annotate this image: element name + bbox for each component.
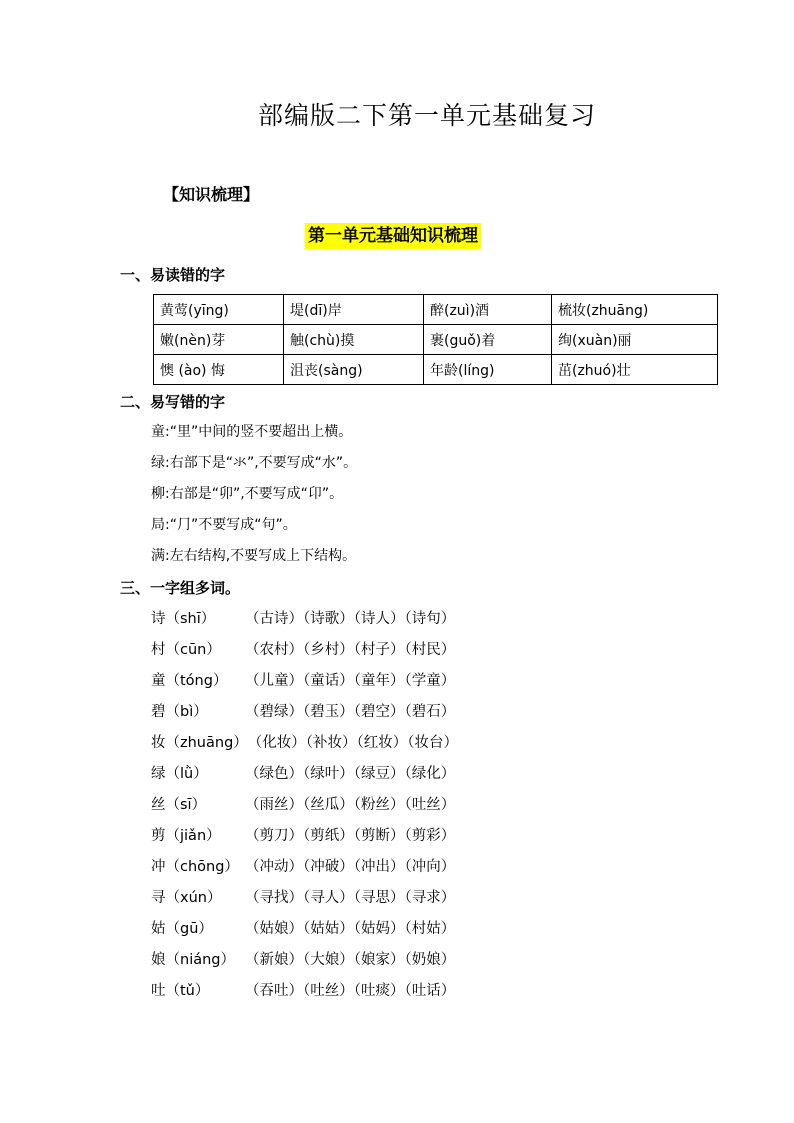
table-row bbox=[154, 325, 718, 355]
character-pinyin: 剪（jiǎn） bbox=[151, 828, 221, 844]
list-item bbox=[151, 763, 458, 794]
easy-misread-table bbox=[153, 294, 718, 385]
word-group: （绿色）（绿叶）（绿豆）（绿化） bbox=[245, 766, 456, 782]
list-item bbox=[151, 794, 458, 825]
character-pinyin: 丝（sī） bbox=[151, 797, 207, 813]
word-group: （吞吐）（吐丝）（吐痰）（吐话） bbox=[245, 983, 456, 999]
table-row bbox=[154, 355, 718, 385]
list-item bbox=[151, 701, 458, 732]
table-cell: 懊 (ào) 悔 bbox=[154, 355, 284, 385]
word-group: （化妆）（补妆）（红妆）（妆台） bbox=[247, 735, 459, 751]
character-pinyin: 冲（chōng） bbox=[151, 859, 239, 875]
word-group: （农村）（乡村）（村子）（村民） bbox=[245, 642, 456, 658]
list-item bbox=[151, 856, 458, 887]
list-item: 柳:右部是“卯”,不要写成“卬”。 bbox=[151, 486, 344, 502]
part3-heading: 三、一字组多词。 bbox=[120, 579, 241, 597]
word-group-list bbox=[151, 608, 458, 1011]
character-pinyin: 村（cūn） bbox=[151, 642, 221, 658]
table-cell: 黄莺(yīng) bbox=[154, 295, 284, 325]
character-pinyin: 姑（gū） bbox=[151, 921, 213, 937]
table-cell: 醉(zuì)酒 bbox=[424, 295, 552, 325]
list-item bbox=[151, 949, 458, 980]
part2-heading: 二、易写错的字 bbox=[120, 393, 226, 411]
list-item bbox=[151, 825, 458, 856]
word-group: （雨丝）（丝瓜）（粉丝）（吐丝） bbox=[245, 797, 456, 813]
list-item bbox=[151, 980, 458, 1011]
character-pinyin: 妆（zhuāng） bbox=[151, 735, 248, 751]
table-row bbox=[154, 295, 718, 325]
word-group: （碧绿）（碧玉）（碧空）（碧石） bbox=[245, 704, 456, 720]
list-item bbox=[151, 670, 458, 701]
page-title: 部编版二下第一单元基础复习 bbox=[257, 101, 596, 130]
word-group: （古诗）（诗歌）（诗人）（诗句） bbox=[245, 611, 456, 627]
character-pinyin: 诗（shī） bbox=[151, 611, 216, 627]
character-pinyin: 绿（lǜ） bbox=[151, 766, 208, 782]
table-cell: 梳妆(zhuāng) bbox=[552, 295, 718, 325]
table-cell: 触(chù)摸 bbox=[284, 325, 424, 355]
list-item: 局:“⺆”不要写成“句”。 bbox=[151, 517, 297, 533]
table-cell: 堤(dī)岸 bbox=[284, 295, 424, 325]
word-group: （冲动）（冲破）（冲出）（冲向） bbox=[245, 859, 456, 875]
writing-rules-list bbox=[151, 422, 357, 577]
part1-heading: 一、易读错的字 bbox=[120, 266, 226, 284]
list-item bbox=[151, 608, 458, 639]
list-item bbox=[151, 732, 458, 763]
list-item bbox=[151, 887, 458, 918]
list-item: 童:“里”中间的竖不要超出上横。 bbox=[151, 424, 353, 440]
table-cell: 裹(guǒ)着 bbox=[424, 325, 552, 355]
table-cell: 沮丧(sàng) bbox=[284, 355, 424, 385]
table-cell: 嫩(nèn)芽 bbox=[154, 325, 284, 355]
table-cell: 绚(xuàn)丽 bbox=[552, 325, 718, 355]
highlighted-heading: 第一单元基础知识梳理 bbox=[305, 223, 481, 249]
character-pinyin: 娘（niáng） bbox=[151, 952, 235, 968]
word-group: （新娘）（大娘）（娘家）（奶娘） bbox=[245, 952, 456, 968]
word-group: （儿童）（童话）（童年）（学童） bbox=[245, 673, 456, 689]
list-item bbox=[151, 918, 458, 949]
character-pinyin: 碧（bì） bbox=[151, 704, 208, 720]
list-item: 满:左右结构,不要写成上下结构。 bbox=[151, 548, 357, 564]
word-group: （剪刀）（剪纸）（剪断）（剪彩） bbox=[245, 828, 456, 844]
word-group: （寻找）（寻人）（寻思）（寻求） bbox=[245, 890, 456, 906]
table-cell: 茁(zhuó)壮 bbox=[552, 355, 718, 385]
word-group: （姑娘）（姑姑）（姑妈）（村姑） bbox=[245, 921, 456, 937]
table-cell: 年龄(líng) bbox=[424, 355, 552, 385]
section-label: 【知识梳理】 bbox=[163, 185, 260, 204]
list-item bbox=[151, 639, 458, 670]
list-item: 绿:右部下是“氺”,不要写成“水”。 bbox=[151, 455, 358, 471]
character-pinyin: 童（tóng） bbox=[151, 673, 228, 689]
character-pinyin: 寻（xún） bbox=[151, 890, 222, 906]
character-pinyin: 吐（tǔ） bbox=[151, 983, 210, 999]
